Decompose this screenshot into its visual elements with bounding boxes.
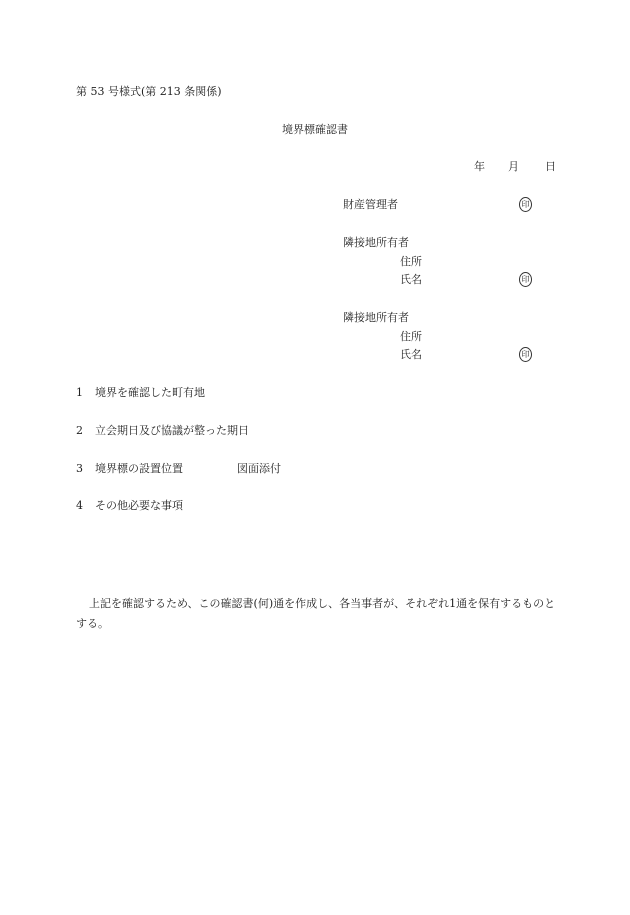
seal-icon: 印 (519, 197, 532, 212)
item-number: 4 (76, 499, 83, 512)
seal-icon: 印 (519, 347, 532, 362)
date-year: 年 (474, 160, 485, 173)
item-note: 図面添付 (237, 462, 281, 475)
neighbor-label: 隣接地所有者 (343, 236, 409, 249)
item-number: 2 (76, 424, 83, 437)
item-number: 1 (76, 386, 83, 399)
date-month: 月 (508, 160, 519, 173)
property-manager-label: 財産管理者 (343, 198, 398, 211)
neighbor-name-label: 氏名 (400, 348, 422, 361)
neighbor-name-label: 氏名 (400, 273, 422, 286)
item-text: 境界標の設置位置 (95, 462, 183, 475)
form-id: 第 53 号様式(第 213 条関係) (76, 85, 222, 98)
neighbor-label: 隣接地所有者 (343, 311, 409, 324)
seal-icon: 印 (519, 272, 532, 287)
item-text: 境界を確認した町有地 (95, 386, 205, 399)
item-text: 立会期日及び協議が整った期日 (95, 424, 249, 437)
neighbor-address-label: 住所 (400, 255, 422, 268)
document-title: 境界標確認書 (282, 123, 348, 136)
item-number: 3 (76, 462, 83, 475)
item-text: その他必要な事項 (95, 499, 183, 512)
neighbor-address-label: 住所 (400, 330, 422, 343)
closing-paragraph: 上記を確認するため、この確認書(何)通を作成し、各当事者が、それぞれ1通を保有するものとする。 (76, 597, 556, 630)
date-day: 日 (545, 160, 556, 173)
